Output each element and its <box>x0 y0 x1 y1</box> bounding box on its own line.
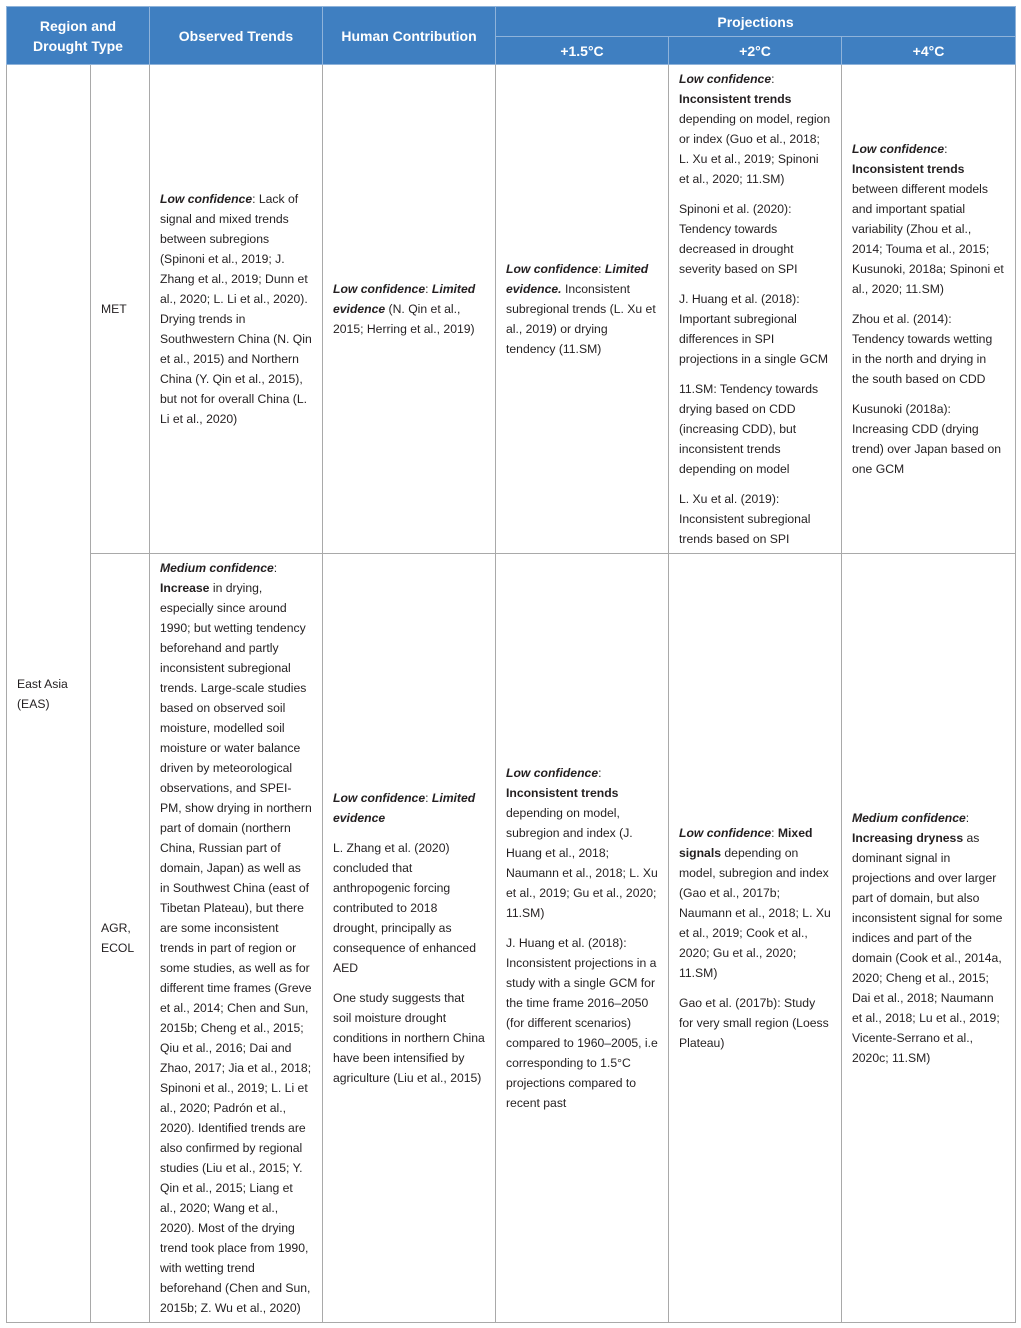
met-p4-para-3: Kusunoki (2018a): Increasing CDD (drying trend) over Japan based on one GCM <box>852 402 1002 476</box>
header-region-line1: Region and <box>39 17 117 34</box>
agr-p4-para: Medium confidence: Increasing dryness as dominant signal in projections and over larger part of domain, but also inconsistent signal for some indices and part of the domain (Cook et al., 2014a, 2020; Cheng et al., 2015; Dai et al., 2018; Naumann et al., 2018; Lu et al., 2019; Vicente-Serrano et al., 2020c; 11.SM) <box>852 811 1003 1065</box>
met-observed-para: Low confidence: Lack of signal and mixed trends between subregions (Spinoni et al., 2019; J. Zhang et al., 2019; Dunn et al., 2020; L. Li et al., 2020). Drying trends in Southwestern China (N. Qin et al., 2015) and Northern China (Y. Qin et al., 2015), but not for overall China (L. Li et al., 2020) <box>160 192 312 426</box>
met-p4-para-2: Zhou et al. (2014): Tendency towards wetting in the north and drying in the south based on CDD <box>852 312 993 386</box>
drought-assessment-table <box>6 6 1016 1323</box>
header-projections: Projections <box>496 7 1016 37</box>
agr-human-para-1: Low confidence: Limited evidence <box>333 791 476 825</box>
drought-type-ecol: ECOL <box>101 941 135 955</box>
region-code: (EAS) <box>17 696 50 711</box>
header-projection-4c: +4°C <box>842 37 1016 65</box>
agr-p2-cell <box>669 554 842 1323</box>
met-human-cell <box>323 65 496 554</box>
header-projection-1-5c: +1.5°C <box>496 37 669 65</box>
drought-type-agr-ecol <box>91 554 150 1323</box>
met-p2-para-3: J. Huang et al. (2018): Important subregional differences in SPI projections in a single GCM <box>679 292 829 366</box>
region-name: East Asia <box>17 676 68 691</box>
agr-human-para-2: L. Zhang et al. (2020) concluded that anthropogenic forcing contributed to 2018 drought, principally as consequence of enhanced AED <box>333 841 476 975</box>
agr-observed-para: Medium confidence: Increase in drying, especially since around 1990; but wetting tendency beforehand and partly inconsistent subregional trends. Large-scale studies based on observed soil moisture, modelled soil moisture or water balance driven by meteorological observations, and SPEI-PM, show drying in northern part of domain (northern China, Russian part of domain, Japan) as well as in Southwest China (east of Tibetan Plateau), but there are some inconsistent trends in part of region or some studies, as well as for different time frames (Greve et al., 2014; Chen and Sun, 2015b; Cheng et al., 2015; Qiu et al., 2016; Dai and Zhao, 2017; Jia et al., 2018; Spinoni et al., 2019; L. Li et al., 2020; Padrón et al., 2020). Identified trends are also confirmed by regional studies (Liu et al., 2015; Y. Qin et al., 2015; Liang et al., 2020; Wang et al., 2020). Most of the drying trend took place from 1990, with wetting trend beforehand (Chen and Sun, 2015b; Z. Wu et al., 2020) <box>160 561 312 1315</box>
agr-p15-para-1: Low confidence: Inconsistent trends depending on model, subregion and index (J. Huang et al., 2018; Naumann et al., 2018; L. Xu et al., 2019; Gu et al., 2020; 11.SM) <box>506 766 658 920</box>
met-p4-para-1: Low confidence: Inconsistent trends between different models and important spatial variability (Zhou et al., 2014; Touma et al., 2015; Kusunoki, 2018a; Spinoni et al., 2020; 11.SM) <box>852 142 1004 296</box>
agr-human-para-3: One study suggests that soil moisture drought conditions in northern China have been intensified by agriculture (Liu et al., 2015) <box>333 991 485 1085</box>
met-p2-para-2: Spinoni et al. (2020): Tendency towards decreased in drought severity based on SPI <box>679 202 798 276</box>
header-region-line2: Drought Type <box>33 37 123 54</box>
drought-type-agr: AGR, <box>101 921 131 935</box>
met-human-para: Low confidence: Limited evidence (N. Qin et al., 2015; Herring et al., 2019) <box>333 282 476 336</box>
met-p15-cell <box>496 65 669 554</box>
met-p2-para-4: 11.SM: Tendency towards drying based on CDD (increasing CDD), but inconsistent trends depending on model <box>679 382 819 476</box>
agr-p2-para-1: Low confidence: Mixed signals depending on model, subregion and index (Gao et al., 2017b; Naumann et al., 2018; L. Xu et al., 2019; Cook et al., 2020; Gu et al., 2020; 11.SM) <box>679 826 831 980</box>
met-p2-para-1: Low confidence: Inconsistent trends depending on model, region or index (Guo et al., 2018; L. Xu et al., 2019; Spinoni et al., 2020; 11.SM) <box>679 72 831 186</box>
drought-type-met: MET <box>91 65 150 554</box>
met-p2-para-5: L. Xu et al. (2019): Inconsistent subregional trends based on SPI <box>679 492 811 546</box>
table-row-agr-ecol <box>7 554 1016 1323</box>
agr-human-cell <box>323 554 496 1323</box>
header-region-drought-type <box>7 7 150 65</box>
met-p4-cell <box>842 65 1016 554</box>
header-human-contribution: Human Contribution <box>323 7 496 65</box>
table-row-met <box>7 65 1016 554</box>
met-p15-para: Low confidence: Limited evidence. Inconsistent subregional trends (L. Xu et al., 2019) or drying tendency (11.SM) <box>506 262 656 356</box>
agr-p15-cell <box>496 554 669 1323</box>
header-projection-2c: +2°C <box>669 37 842 65</box>
agr-observed-cell <box>150 554 323 1323</box>
agr-p4-cell <box>842 554 1016 1323</box>
agr-p15-para-2: J. Huang et al. (2018): Inconsistent projections in a study with a single GCM for the time frame 2016–2050 (for different scenarios) compared to 1960–2005, i.e corresponding to 1.5°C projections compared to recent past <box>506 936 658 1110</box>
met-p2-cell <box>669 65 842 554</box>
region-cell <box>7 65 91 1323</box>
header-observed-trends: Observed Trends <box>150 7 323 65</box>
agr-p2-para-2: Gao et al. (2017b): Study for very small region (Loess Plateau) <box>679 996 829 1050</box>
met-observed-cell <box>150 65 323 554</box>
